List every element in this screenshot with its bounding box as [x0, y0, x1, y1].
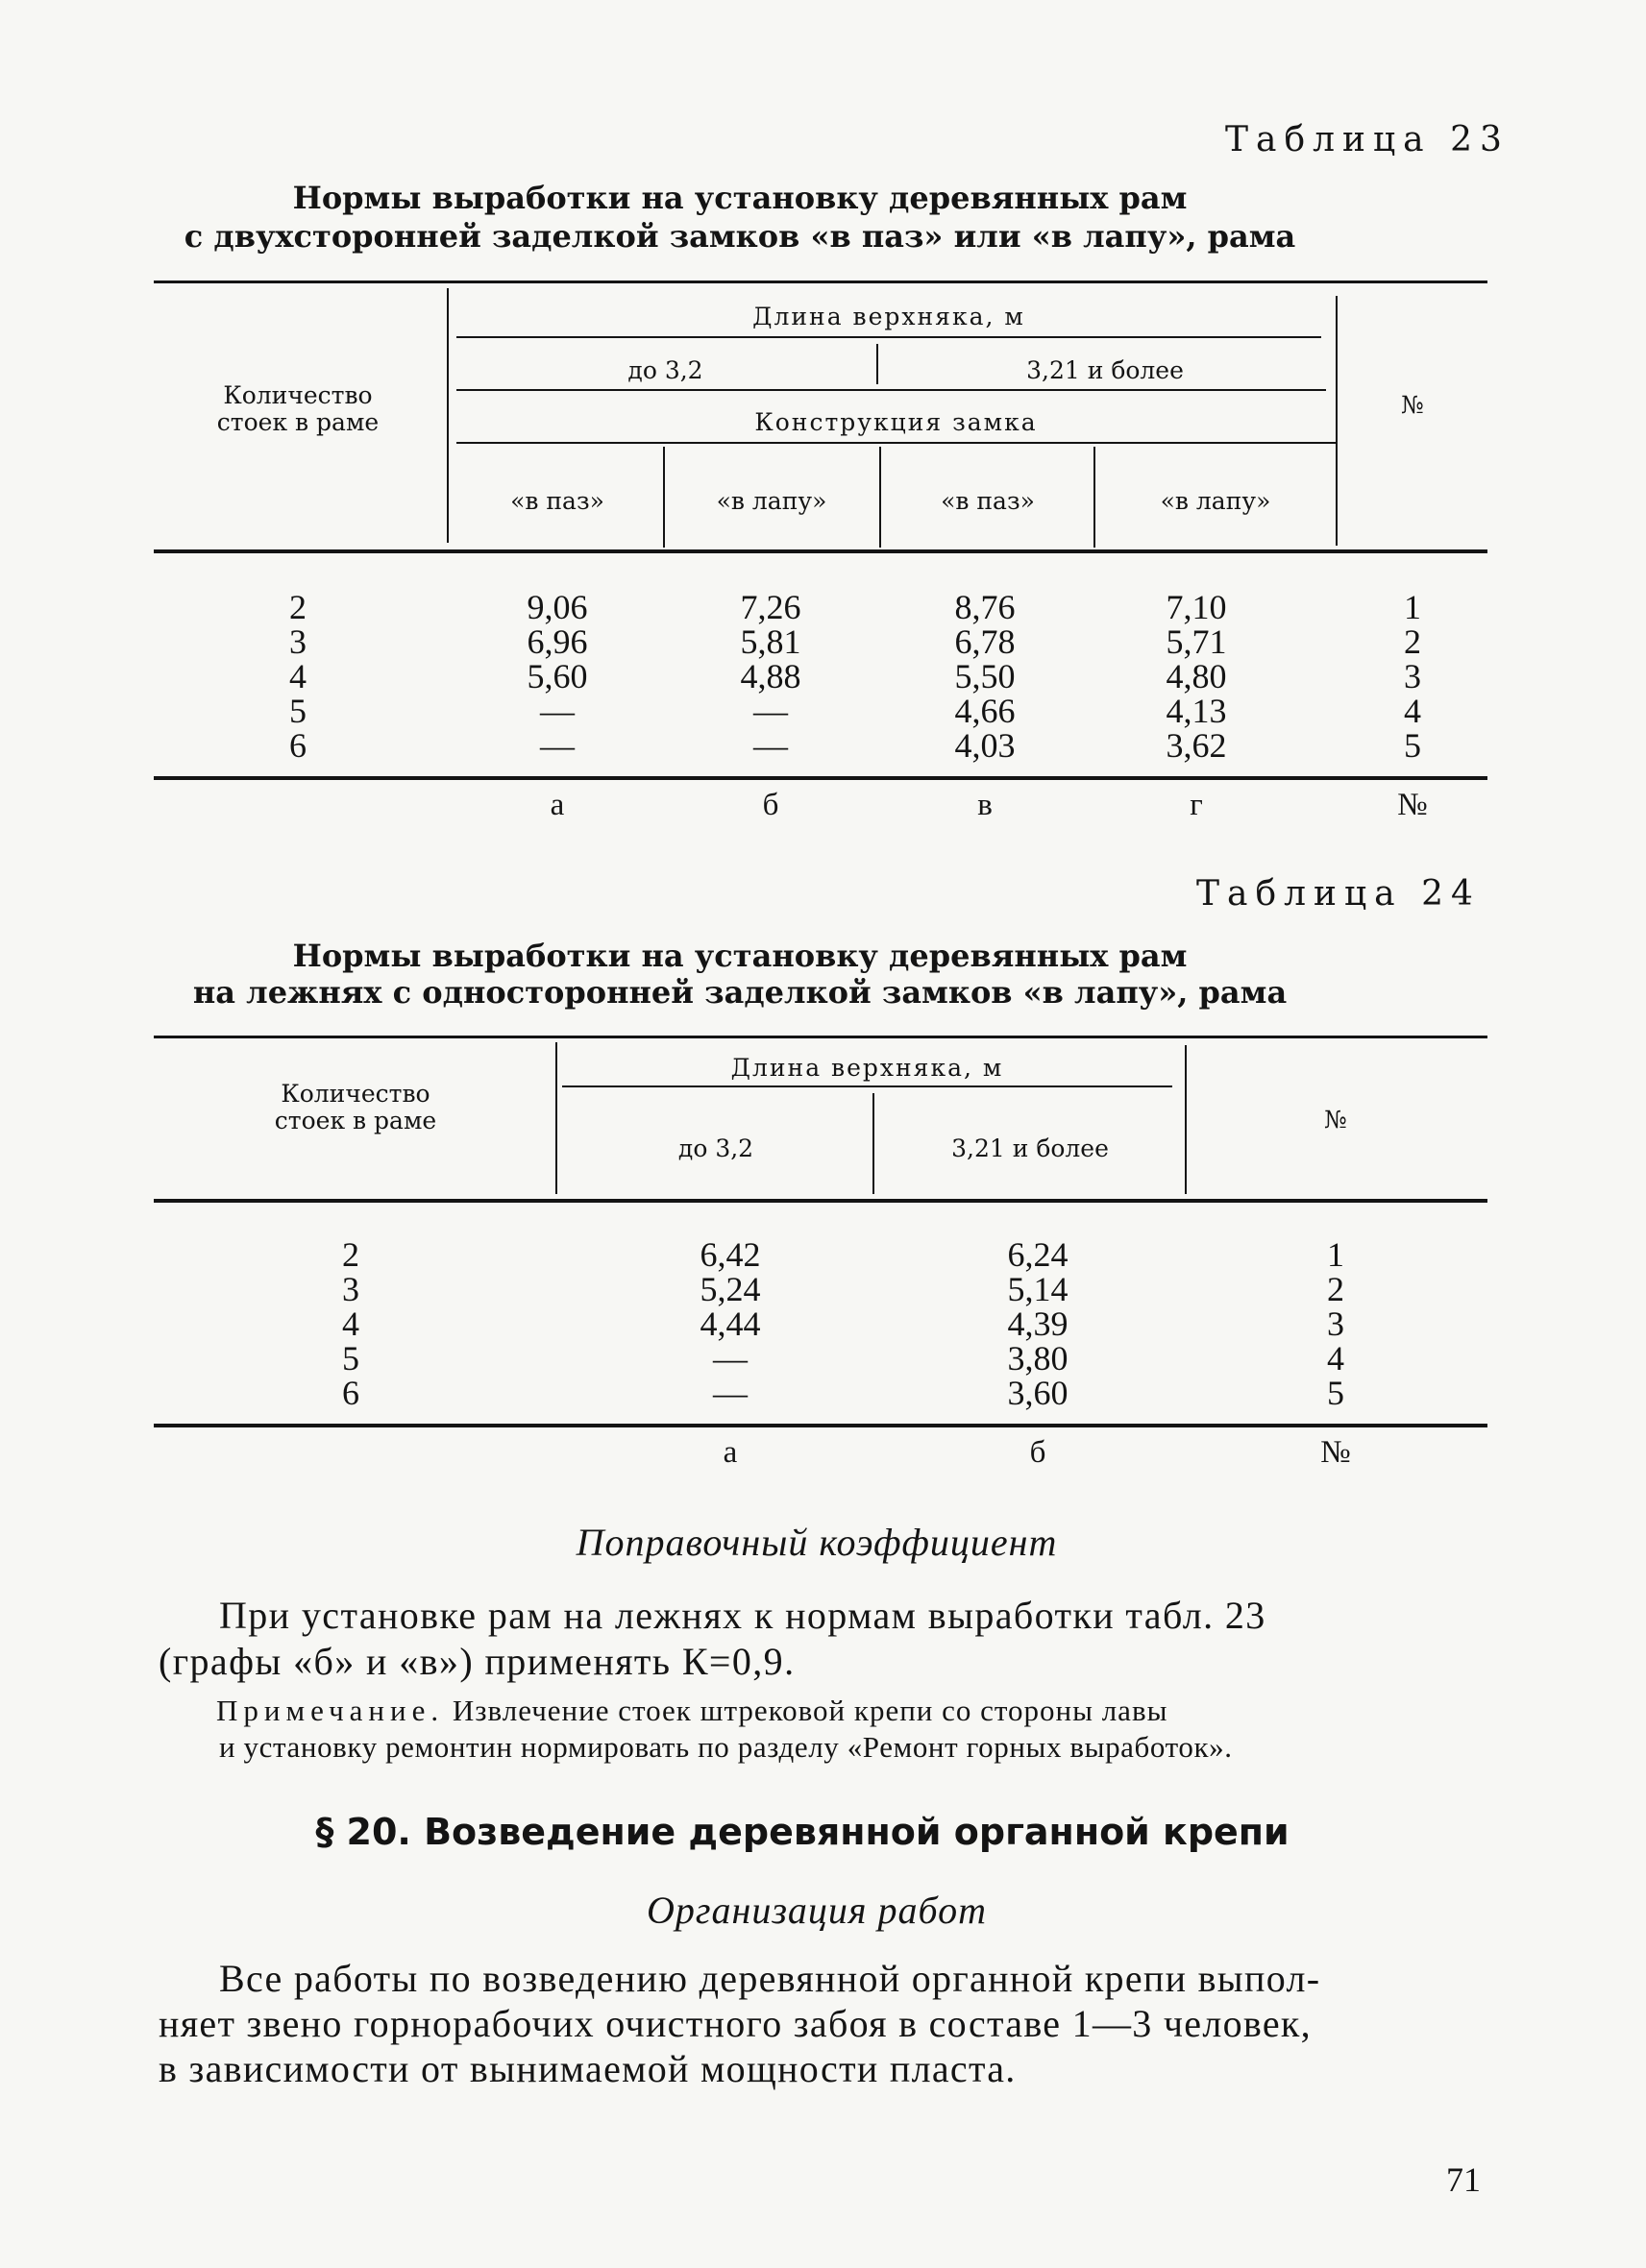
cell-b: 3,60 — [1007, 1374, 1069, 1412]
cell-b: — — [753, 726, 788, 765]
cell-stoek: 6 — [342, 1374, 359, 1412]
table23-construction: Конструкция замка — [754, 408, 1038, 436]
cell-num: 1 — [1327, 1235, 1344, 1274]
cell-a: 9,06 — [527, 588, 588, 626]
cell-a: — — [540, 692, 575, 730]
section-line1: Все работы по возведению деревянной органной крепи выпол- — [219, 1957, 1321, 2000]
table23-construction-rule — [456, 442, 1336, 444]
note-line2: и установку ремонтин нормировать по разделу «Ремонт горных выработок». — [219, 1730, 1233, 1764]
cell-b: 4,88 — [740, 657, 801, 695]
table23-mark-a: а — [550, 788, 565, 822]
cell-b: 5,81 — [740, 622, 801, 661]
cell-num: 5 — [1404, 726, 1421, 765]
cell-g: 7,10 — [1166, 588, 1227, 626]
table23-len1: до 3,2 — [627, 356, 703, 384]
cell-num: 4 — [1404, 692, 1421, 730]
cell-v: 8,76 — [954, 588, 1016, 626]
cell-b: 4,39 — [1007, 1305, 1069, 1343]
table24-bottom-rule — [154, 1424, 1487, 1427]
table23-vline-len — [876, 344, 878, 384]
cell-num: 2 — [1327, 1270, 1344, 1308]
cell-b: 3,80 — [1007, 1339, 1069, 1378]
section-line3: в зависимости от вынимаемой мощности пласта. — [159, 2047, 1017, 2090]
table23-len-rule — [456, 389, 1326, 391]
table24-vline-2 — [1185, 1045, 1187, 1194]
table24-len2: 3,21 и более — [951, 1134, 1109, 1162]
table24-title-line2: на лежнях с односторонней заделкой замков «в лапу», рама — [192, 974, 1288, 1011]
table23-length-rule — [456, 336, 1321, 338]
table23-label: Таблица 23 — [1225, 120, 1510, 159]
table24-vline-len — [872, 1093, 874, 1194]
cell-g: 4,80 — [1166, 657, 1227, 695]
table23-num-head: № — [1401, 391, 1424, 419]
cell-stoek: 2 — [289, 588, 307, 626]
table23-col2-head: «в лапу» — [716, 487, 827, 515]
cell-a: — — [713, 1374, 748, 1412]
table24-num-head: № — [1324, 1106, 1347, 1134]
table23-vline-2 — [1336, 296, 1338, 546]
table24-mark-num: № — [1320, 1435, 1351, 1470]
table24-vline-1 — [555, 1042, 557, 1194]
cell-num: 2 — [1404, 622, 1421, 661]
cell-stoek: 3 — [289, 622, 307, 661]
cell-v: 4,03 — [954, 726, 1016, 765]
cell-stoek: 5 — [289, 692, 307, 730]
table23-rows-label: Количество стоек в раме — [216, 381, 380, 436]
correction-line1: При установке рам на лежнях к нормам выработки табл. 23 — [219, 1594, 1266, 1637]
cell-a: — — [713, 1339, 748, 1378]
cell-v: 4,66 — [954, 692, 1016, 730]
table24-mark-a: а — [723, 1435, 738, 1470]
cell-g: 4,13 — [1166, 692, 1227, 730]
cell-b: 5,14 — [1007, 1270, 1069, 1308]
table24-title-line1: Нормы выработки на установку деревянных рам — [292, 938, 1188, 974]
note-line1: Извлечение стоек штрековой крепи со стороны лавы — [444, 1694, 1168, 1727]
cell-b: 7,26 — [740, 588, 801, 626]
cell-a: 4,44 — [700, 1305, 761, 1343]
table23-length-label: Длина верхняка, м — [752, 303, 1025, 330]
table24-mark-b: б — [1029, 1435, 1046, 1470]
table23-top-rule — [154, 280, 1487, 283]
cell-num: 4 — [1327, 1339, 1344, 1378]
cell-g: 3,62 — [1166, 726, 1227, 765]
cell-num: 3 — [1404, 657, 1421, 695]
note — [216, 1693, 1494, 1729]
cell-b: 6,24 — [1007, 1235, 1069, 1274]
table23-len2: 3,21 и более — [1026, 356, 1184, 384]
cell-a: 5,60 — [527, 657, 588, 695]
table24-length-rule — [562, 1085, 1172, 1087]
table24-len1: до 3,2 — [677, 1134, 754, 1162]
section-subtitle: Организация работ — [646, 1889, 987, 1932]
cell-v: 6,78 — [954, 622, 1016, 661]
page-number: 71 — [1446, 2160, 1481, 2199]
table24-top-rule — [154, 1036, 1487, 1038]
table23-header-rule — [154, 549, 1487, 553]
section-line2: няет звено горнорабочих очистного забоя в составе 1—3 человек, — [159, 2002, 1312, 2045]
table24-header-rule — [154, 1199, 1487, 1203]
table24-length-label: Длина верхняка, м — [730, 1054, 1004, 1082]
table23-bottom-rule — [154, 776, 1487, 780]
table23-col1-head: «в паз» — [510, 487, 604, 515]
table24-label: Таблица 24 — [1196, 874, 1481, 914]
cell-stoek: 6 — [289, 726, 307, 765]
cell-stoek: 4 — [289, 657, 307, 695]
cell-stoek: 5 — [342, 1339, 359, 1378]
cell-v: 5,50 — [954, 657, 1016, 695]
section-title: § 20. Возведение деревянной органной крепи — [315, 1811, 1290, 1853]
table23-title-line2: с двухсторонней заделкой замков «в паз» или «в лапу», рама — [184, 218, 1296, 255]
table24-rows-label: Количество стоек в раме — [274, 1080, 437, 1134]
cell-a: 6,42 — [700, 1235, 761, 1274]
cell-g: 5,71 — [1166, 622, 1227, 661]
table23-mark-v: в — [977, 788, 993, 822]
note-label: Примечание. — [216, 1694, 445, 1727]
cell-a: — — [540, 726, 575, 765]
cell-num: 3 — [1327, 1305, 1344, 1343]
table23-col3-head: «в паз» — [941, 487, 1035, 515]
correction-line2: (графы «б» и «в») применять К=0,9. — [159, 1640, 796, 1683]
table23-mark-g: г — [1190, 788, 1203, 822]
correction-heading: Поправочный коэффициент — [576, 1521, 1058, 1564]
cell-num: 1 — [1404, 588, 1421, 626]
table23-col4-head: «в лапу» — [1160, 487, 1271, 515]
cell-b: — — [753, 692, 788, 730]
cell-a: 5,24 — [700, 1270, 761, 1308]
table23-vline-1 — [447, 288, 449, 543]
cell-num: 5 — [1327, 1374, 1344, 1412]
table23-mark-b: б — [762, 788, 779, 822]
table23-mark-num: № — [1397, 788, 1428, 822]
cell-stoek: 2 — [342, 1235, 359, 1274]
cell-stoek: 3 — [342, 1270, 359, 1308]
cell-a: 6,96 — [527, 622, 588, 661]
cell-stoek: 4 — [342, 1305, 359, 1343]
table23-title-line1: Нормы выработки на установку деревянных рам — [292, 180, 1188, 216]
